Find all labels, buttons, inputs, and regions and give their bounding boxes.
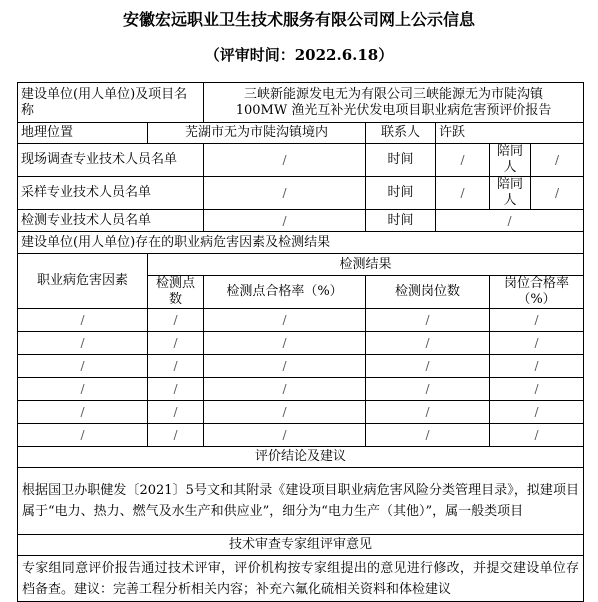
unit-value-line2: 100MW 渔光互补光伏发电项目职业病危害预评价报告 — [235, 102, 552, 118]
survey-companion-value: / — [531, 144, 584, 177]
table-cell: / — [148, 309, 204, 332]
info-table — [17, 82, 584, 602]
contact-value: 许跃 — [436, 123, 584, 144]
table-cell: / — [148, 378, 204, 401]
table-cell: / — [204, 401, 366, 424]
contact-label: 联系人 — [366, 123, 436, 144]
table-row — [18, 378, 584, 401]
table-cell: / — [148, 401, 204, 424]
sampling-companion-label: 陪同人 — [490, 177, 531, 210]
table-cell: / — [366, 332, 490, 355]
table-cell: / — [490, 378, 584, 401]
unit-label: 建设单位(用人单位)及项目名称 — [18, 83, 204, 123]
unit-value — [204, 83, 584, 123]
testing-value: / — [204, 210, 366, 232]
table-cell: / — [18, 355, 148, 378]
conclusion-text-row — [18, 468, 584, 535]
unit-row — [18, 83, 584, 123]
location-label: 地理位置 — [18, 123, 148, 144]
factor-header: 职业病危害因素 — [18, 254, 148, 309]
table-cell: / — [204, 355, 366, 378]
table-row — [18, 424, 584, 447]
table-cell: / — [366, 309, 490, 332]
table-cell: / — [490, 424, 584, 447]
survey-companion-label: 陪同人 — [490, 144, 531, 177]
testing-time-value: / — [436, 210, 584, 232]
col-points-rate: 检测点合格率（%） — [204, 276, 366, 309]
table-row — [18, 332, 584, 355]
location-value: 芜湖市无为市陡沟镇境内 — [148, 123, 366, 144]
table-cell: / — [148, 332, 204, 355]
hazards-header-row — [18, 254, 584, 276]
expert-text-row — [18, 556, 584, 602]
col-points: 检测点数 — [148, 276, 204, 309]
table-cell: / — [490, 332, 584, 355]
testing-row — [18, 210, 584, 232]
table-row — [18, 401, 584, 424]
table-cell: / — [490, 401, 584, 424]
table-cell: / — [366, 401, 490, 424]
survey-label: 现场调查专业技术人员名单 — [18, 144, 204, 177]
table-cell: / — [204, 309, 366, 332]
sampling-value: / — [204, 177, 366, 210]
results-header: 检测结果 — [148, 254, 584, 276]
conclusion-title-row — [18, 447, 584, 468]
table-cell: / — [204, 424, 366, 447]
unit-value-line1: 三峡新能源发电无为有限公司三峡能源无为市陡沟镇 — [244, 86, 544, 102]
table-row — [18, 355, 584, 378]
survey-time-label: 时间 — [366, 144, 436, 177]
table-cell: / — [18, 332, 148, 355]
hazards-title-row — [18, 232, 584, 254]
expert-text: 专家组同意评价报告通过技术评审，评价机构按专家组提出的意见进行修改，并提交建设单位存档备查。建议：完善工程分析相关内容；补充六氟化硫相关资料和体检建议 — [18, 556, 584, 602]
sampling-time-label: 时间 — [366, 177, 436, 210]
survey-time-value: / — [436, 144, 490, 177]
page-title: 安徽宏远职业卫生技术服务有限公司网上公示信息 — [122, 10, 475, 29]
table-cell: / — [148, 355, 204, 378]
expert-title-row — [18, 535, 584, 556]
col-posts: 检测岗位数 — [366, 276, 490, 309]
table-row — [18, 309, 584, 332]
sampling-row — [18, 177, 584, 210]
table-cell: / — [18, 378, 148, 401]
table-cell: / — [18, 401, 148, 424]
table-cell: / — [148, 424, 204, 447]
hazards-section-title: 建设单位(用人单位)存在的职业病危害因素及检测结果 — [18, 232, 584, 254]
table-cell: / — [18, 309, 148, 332]
table-cell: / — [490, 309, 584, 332]
survey-value: / — [204, 144, 366, 177]
table-cell: / — [490, 355, 584, 378]
location-row — [18, 123, 584, 144]
survey-row — [18, 144, 584, 177]
table-cell: / — [366, 355, 490, 378]
testing-time-label: 时间 — [366, 210, 436, 232]
table-cell: / — [204, 332, 366, 355]
review-time: （评审时间：2022.6.18） — [204, 46, 394, 64]
sampling-label: 采样专业技术人员名单 — [18, 177, 204, 210]
table-cell: / — [366, 378, 490, 401]
table-cell: / — [18, 424, 148, 447]
testing-label: 检测专业技术人员名单 — [18, 210, 204, 232]
expert-title: 技术审查专家组评审意见 — [18, 535, 584, 556]
table-cell: / — [366, 424, 490, 447]
table-cell: / — [204, 378, 366, 401]
sampling-companion-value: / — [531, 177, 584, 210]
sampling-time-value: / — [436, 177, 490, 210]
col-posts-rate: 岗位合格率（%） — [490, 276, 584, 309]
conclusion-text: 根据国卫办职健发〔2021〕5号文和其附录《建设项目职业病危害风险分类管理目录》，拟建项目属于“电力、热力、燃气及水生产和供应业”，细分为“电力生产（其他）”，属一般类项目 — [18, 468, 584, 535]
conclusion-title: 评价结论及建议 — [18, 447, 584, 468]
